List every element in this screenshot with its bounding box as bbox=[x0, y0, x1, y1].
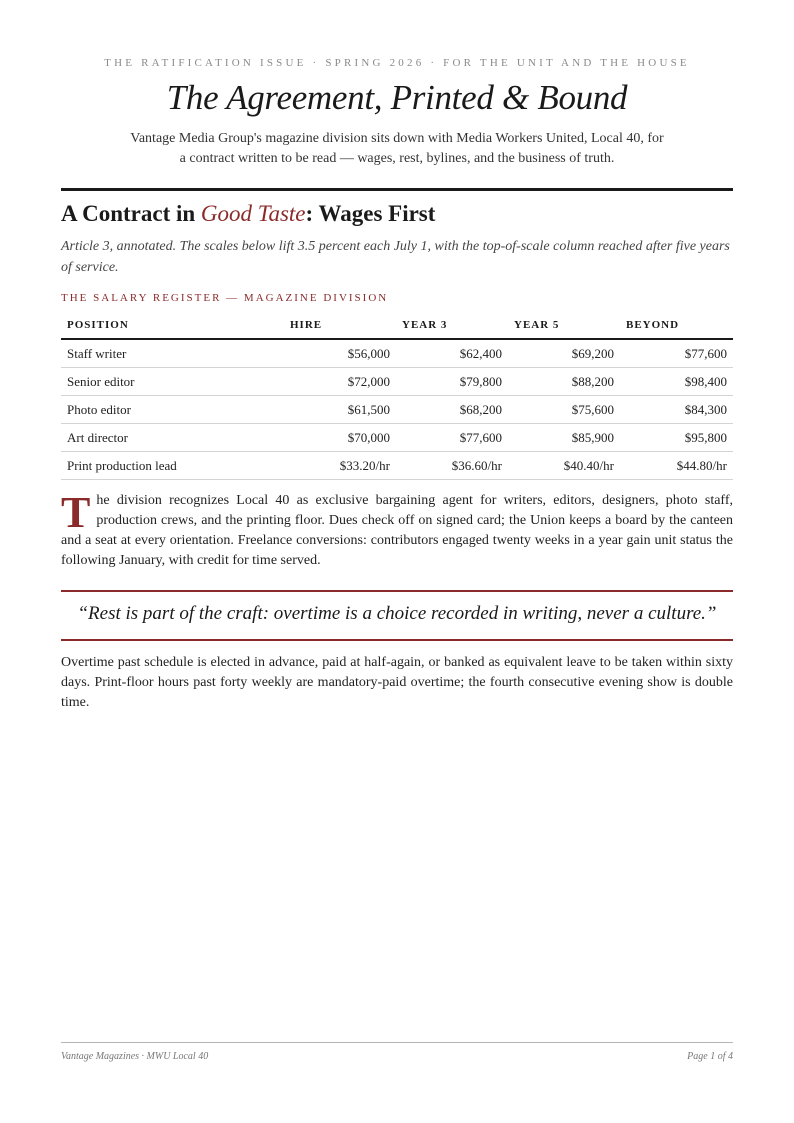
footer-page-number: Page 1 of 4 bbox=[687, 1051, 733, 1062]
headline-pre: A Contract in bbox=[61, 201, 201, 226]
salary-cell: $33.20/hr bbox=[284, 452, 396, 480]
article-headline bbox=[61, 201, 733, 227]
salary-cell: $70,000 bbox=[284, 424, 396, 452]
table-row bbox=[61, 424, 733, 452]
table-header-row bbox=[61, 312, 733, 339]
drop-cap: T bbox=[61, 488, 91, 537]
salary-table bbox=[61, 312, 733, 480]
table-row bbox=[61, 368, 733, 396]
position-cell: Print production lead bbox=[61, 452, 284, 480]
masthead-rule bbox=[61, 188, 733, 191]
salary-cell: $98,400 bbox=[620, 368, 733, 396]
pull-quote: “Rest is part of the craft: overtime is a choice recorded in writing, never a culture.” bbox=[77, 603, 717, 624]
salary-cell: $44.80/hr bbox=[620, 452, 733, 480]
salary-cell: $69,200 bbox=[508, 339, 620, 368]
body-paragraph-2: Overtime past schedule is elected in advance, paid at half-again, or banked as equivalent leave to be taken within sixty days. Print-floor hours past forty weekly are mandatory-paid overtime; the fourth consecutive evening show is double time. bbox=[61, 655, 733, 710]
footer-rule bbox=[61, 1042, 733, 1043]
salary-cell: $88,200 bbox=[508, 368, 620, 396]
headline-post: : Wages First bbox=[305, 201, 436, 226]
table-row bbox=[61, 396, 733, 424]
salary-cell: $61,500 bbox=[284, 396, 396, 424]
paragraph-1-text: he division recognizes Local 40 as exclusive bargaining agent for writers, editors, designers, photo staff, production crews, and the printing floor. Dues check off on signed card; the Union keeps a board by the canteen and a seat at every orientation. Freelance conversions: contributors engaged twenty weeks in a year gain unit status the following January, with credit for time served. bbox=[61, 493, 733, 568]
article-standfirst: Article 3, annotated. The scales below lift 3.5 percent each July 1, with the top-of-scale column reached after five years of service. bbox=[61, 239, 730, 275]
masthead-title: The Agreement, Printed & Bound bbox=[166, 78, 628, 117]
position-cell: Art director bbox=[61, 424, 284, 452]
position-cell: Senior editor bbox=[61, 368, 284, 396]
position-cell: Staff writer bbox=[61, 339, 284, 368]
salary-cell: $79,800 bbox=[396, 368, 508, 396]
column-header: YEAR 3 bbox=[396, 312, 508, 339]
pullquote-rule-top bbox=[61, 590, 733, 592]
document-page bbox=[61, 0, 733, 1123]
salary-cell: $56,000 bbox=[284, 339, 396, 368]
table-row bbox=[61, 339, 733, 368]
headline-accent: Good Taste bbox=[200, 201, 306, 226]
salary-cell: $36.60/hr bbox=[396, 452, 508, 480]
table-row bbox=[61, 452, 733, 480]
column-header: HIRE bbox=[284, 312, 396, 339]
salary-cell: $40.40/hr bbox=[508, 452, 620, 480]
salary-cell: $85,900 bbox=[508, 424, 620, 452]
dek-line-1: Vantage Media Group's magazine division sits down with Media Workers United, Local 40, for bbox=[130, 131, 664, 146]
salary-cell: $95,800 bbox=[620, 424, 733, 452]
salary-cell: $72,000 bbox=[284, 368, 396, 396]
salary-cell: $84,300 bbox=[620, 396, 733, 424]
column-header: YEAR 5 bbox=[508, 312, 620, 339]
salary-cell: $77,600 bbox=[620, 339, 733, 368]
issue-kicker: THE RATIFICATION ISSUE · SPRING 2026 · FOR THE UNIT AND THE HOUSE bbox=[104, 57, 690, 69]
salary-cell: $68,200 bbox=[396, 396, 508, 424]
salary-cell: $77,600 bbox=[396, 424, 508, 452]
column-header: POSITION bbox=[61, 312, 284, 339]
pullquote-rule-bottom bbox=[61, 639, 733, 641]
dek-line-2: a contract written to be read — wages, rest, bylines, and the business of truth. bbox=[179, 151, 615, 166]
masthead-dek bbox=[101, 129, 693, 169]
column-header: BEYOND bbox=[620, 312, 733, 339]
salary-cell: $62,400 bbox=[396, 339, 508, 368]
footer-publication: Vantage Magazines · MWU Local 40 bbox=[61, 1051, 209, 1062]
body-paragraph-1 bbox=[61, 488, 733, 571]
position-cell: Photo editor bbox=[61, 396, 284, 424]
table-label: THE SALARY REGISTER — MAGAZINE DIVISION bbox=[61, 292, 389, 304]
salary-cell: $75,600 bbox=[508, 396, 620, 424]
